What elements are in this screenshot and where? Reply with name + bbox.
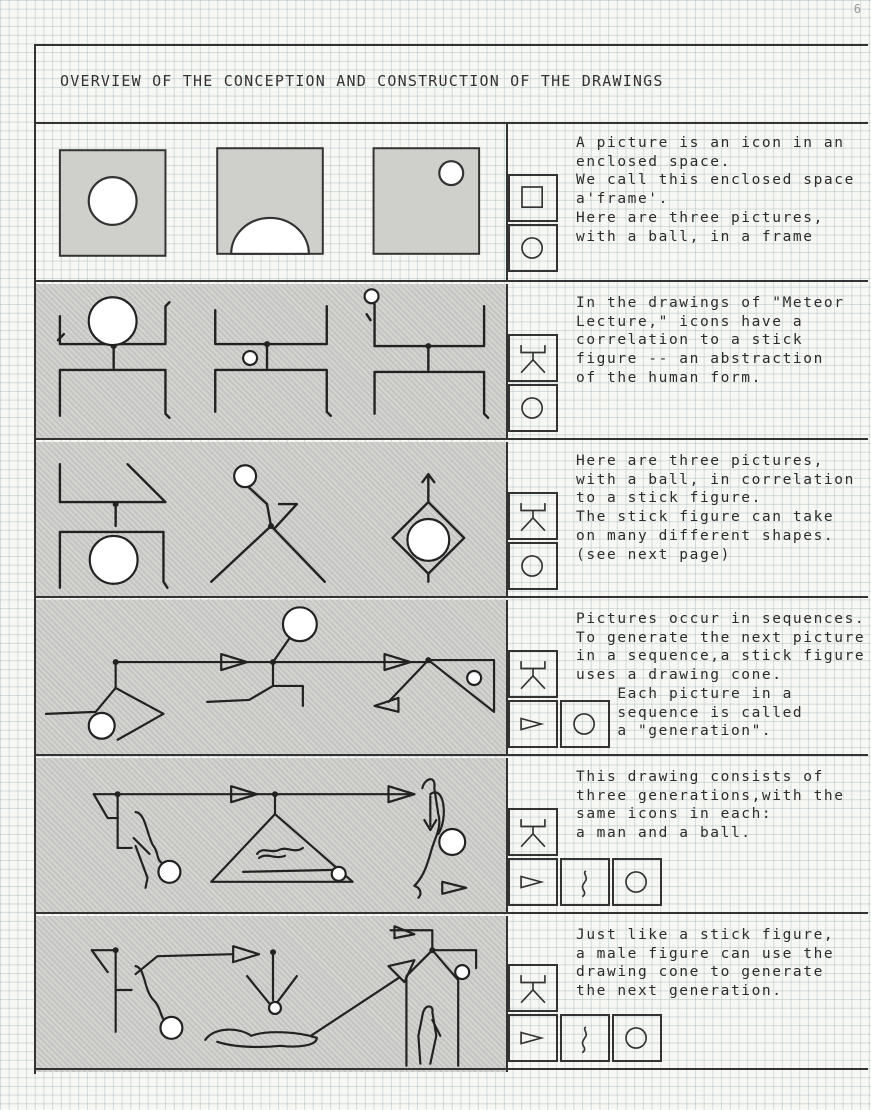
row-divider [36,438,868,440]
caption-row-1: A picture is an icon in an enclosed space. We call this enclosed space a'frame'. Here are three pictures, with a ball, in a frame [576,135,855,245]
row-divider [36,754,868,756]
stick-figure-icon [508,492,558,540]
male-figure-icon [560,858,610,906]
ball-icon [508,542,558,590]
ball-icon [508,384,558,432]
stick-figure-icon [508,650,558,698]
page-title: OVERVIEW OF THE CONCEPTION AND CONSTRUCTION OF THE DRAWINGS [60,72,664,90]
ball-icon [612,1014,662,1062]
notation-row-6 [508,916,568,1072]
row-male-figure [36,916,868,1072]
ball-center [89,177,137,225]
notation-row-1 [508,124,568,282]
notation-row-3 [508,442,568,598]
row-generations [36,758,868,914]
stick-figure-icon [508,808,558,856]
stick-figure-icon [508,964,558,1012]
row-correlation [36,442,868,598]
drawing-cone-icon [508,858,558,906]
drawing-cone-icon [508,700,558,748]
row-divider [36,280,868,282]
row-divider [36,912,868,914]
frame-ball-corner [374,148,480,254]
ball-small [439,161,463,185]
row-divider [36,596,868,598]
notation-row-4 [508,600,568,756]
drawing-stick-figures [36,284,508,440]
drawing-male-figure [36,916,508,1072]
caption-row-2: In the drawings of "Meteor Lecture," icons have a correlation to a stick figure -- an abstraction of the human form. [576,295,845,386]
stick-figure-icon [508,334,558,382]
title-bar [36,46,868,124]
frame-icon [508,174,558,222]
male-figure-icon [560,1014,610,1062]
ball-icon [508,224,558,272]
row-divider [36,1068,868,1070]
ball-icon [612,858,662,906]
caption-row-6: Just like a stick figure, a male figure can use the drawing cone to generate the next generation. [576,927,835,1000]
drawing-correlation [36,442,508,598]
row-sequence [36,600,868,756]
row-stick-figure [36,284,868,440]
drawing-cone-icon [508,1014,558,1062]
caption-row-4: Pictures occur in sequences. To generate the next picture in a sequence,a stick figure uses a drawing cone. Each picture in a sequence is called a "generation". [576,611,866,740]
notation-row-2 [508,284,568,440]
page-number: 6 [853,2,861,16]
drawing-sequence [36,600,508,756]
drawing-frames [36,124,508,282]
notation-row-5 [508,758,568,914]
drawing-generations [36,758,508,914]
row-frame [36,124,868,282]
caption-row-5: This drawing consists of three generations,with the same icons in each: a man and a ball. [576,769,845,842]
caption-row-3: Here are three pictures, with a ball, in correlation to a stick figure. The stick figure can take on many different shapes. (see next page) [576,453,855,563]
